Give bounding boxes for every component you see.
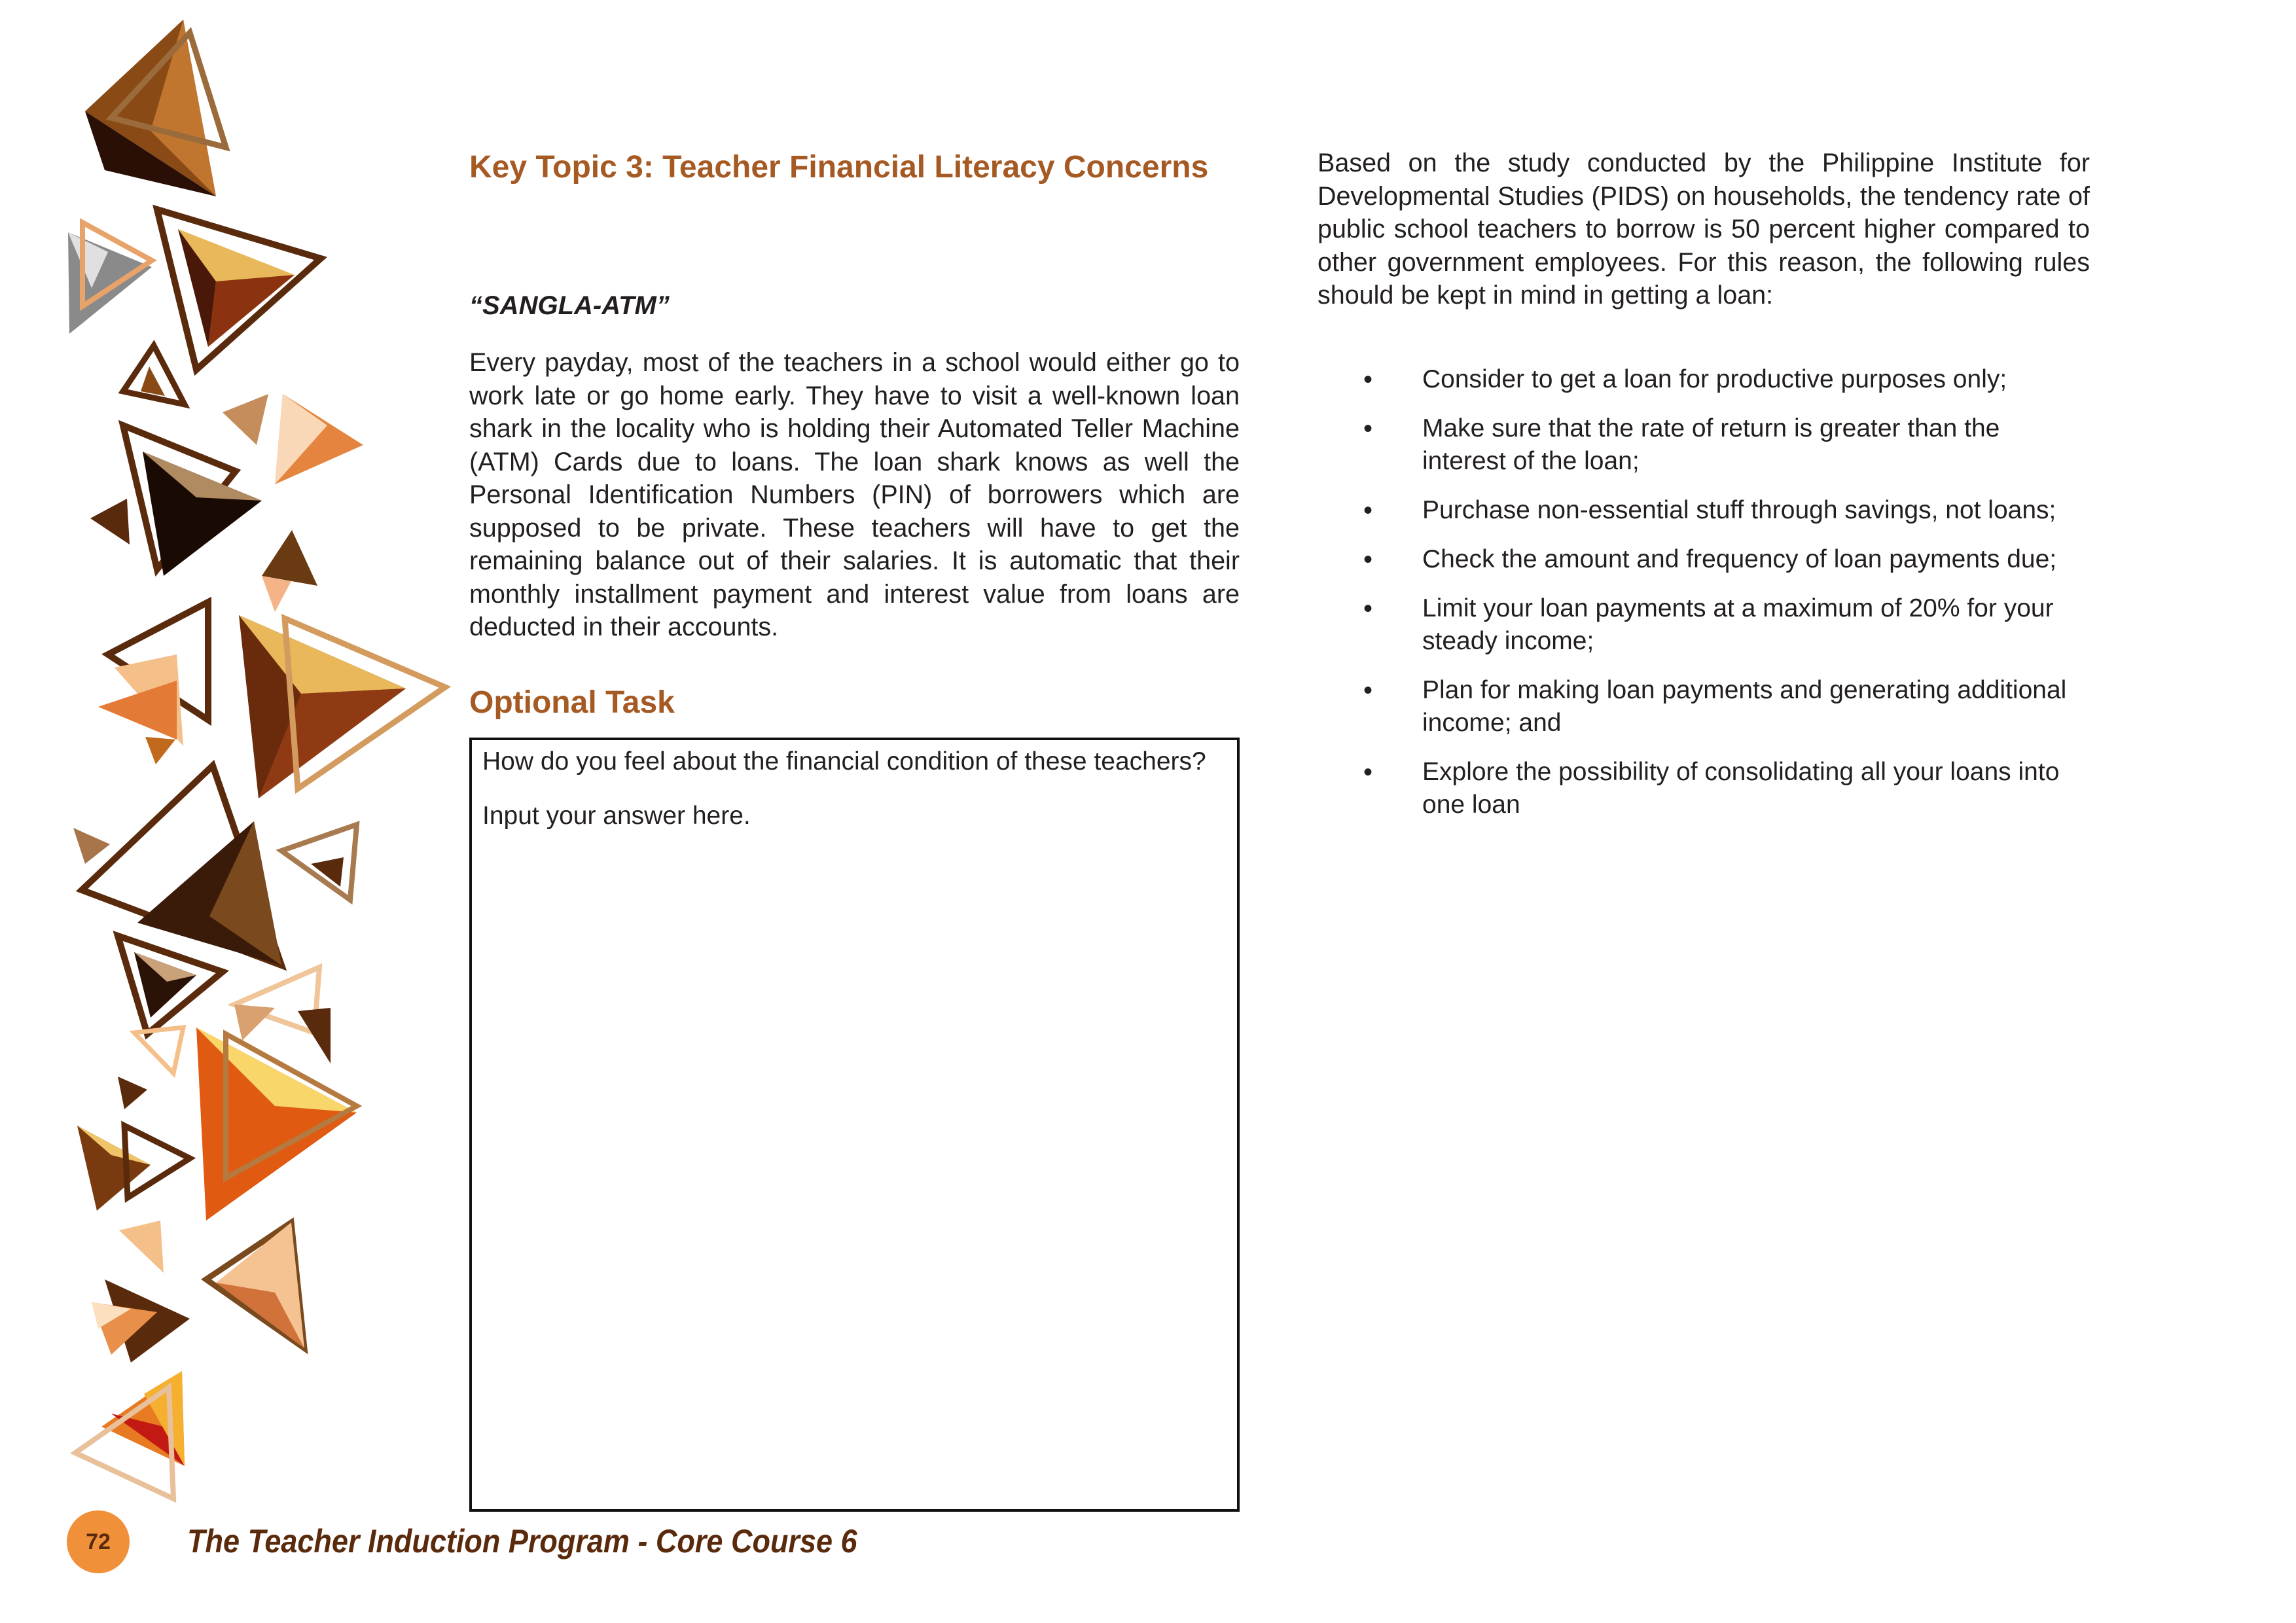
bullet-icon: •	[1363, 757, 1373, 787]
intro-paragraph: Based on the study conducted by the Philippine Institute for Developmental Studies (PIDS) on households, the tendency rate of public school teachers to borrow is 50 percent higher compared to other government employees. For this reason, the following rules should be kept in mind in getting a loan:	[1318, 149, 2090, 310]
answer-input-placeholder[interactable]: Input your answer here.	[482, 801, 751, 830]
key-topic-heading: Key Topic 3: Teacher Financial Literacy Concerns	[469, 150, 1209, 185]
bullet-icon: •	[1363, 544, 1373, 574]
list-item	[1318, 592, 2090, 658]
list-item	[1318, 543, 2090, 576]
list-item	[1318, 412, 2090, 478]
rule-text: Consider to get a loan for productive purposes only;	[1422, 365, 2007, 393]
case-title: “SANGLA-ATM”	[469, 291, 670, 321]
rule-text: Check the amount and frequency of loan payments due;	[1422, 544, 2057, 573]
decorative-triangles	[0, 0, 471, 1571]
loan-rules-list	[1318, 363, 2090, 821]
right-column	[1318, 147, 2090, 838]
bullet-icon: •	[1363, 675, 1373, 705]
optional-task-heading: Optional Task	[469, 685, 675, 720]
rule-text: Make sure that the rate of return is greater than the interest of the loan;	[1422, 414, 2000, 475]
list-item	[1318, 756, 2090, 821]
answer-box[interactable]	[469, 738, 1240, 1512]
list-item	[1318, 363, 2090, 396]
rule-text: Limit your loan payments at a maximum of 20% for your steady income;	[1422, 594, 2054, 655]
page-number-badge: 72	[67, 1510, 130, 1573]
rule-text: Purchase non-essential stuff through savings, not loans;	[1422, 495, 2056, 524]
bullet-icon: •	[1363, 495, 1373, 525]
bullet-icon: •	[1363, 414, 1373, 443]
list-item	[1318, 494, 2090, 527]
rule-text: Explore the possibility of consolidating all your loans into one loan	[1422, 757, 2060, 819]
left-column	[469, 144, 1240, 1512]
rule-text: Plan for making loan payments and generating additional income; and	[1422, 675, 2067, 737]
bullet-icon: •	[1363, 594, 1373, 623]
bullet-icon: •	[1363, 365, 1373, 394]
footer-title: The Teacher Induction Program - Core Course 6	[187, 1523, 857, 1560]
case-story: Every payday, most of the teachers in a school would either go to work late or go home early. They have to visit a well-known loan shark in the locality who is holding their Automated Teller Machine (ATM) Cards due to loans. The loan shark knows as well the Personal Identification Numbers (PIN) of borrowers which are supposed to be private. These teachers will have to get the remaining balance out of their salaries. It is automatic that their monthly installment payment and interest value from loans are deducted in their accounts.	[469, 348, 1240, 642]
list-item	[1318, 674, 2090, 740]
task-question: How do you feel about the financial condition of these teachers?	[482, 747, 1206, 776]
